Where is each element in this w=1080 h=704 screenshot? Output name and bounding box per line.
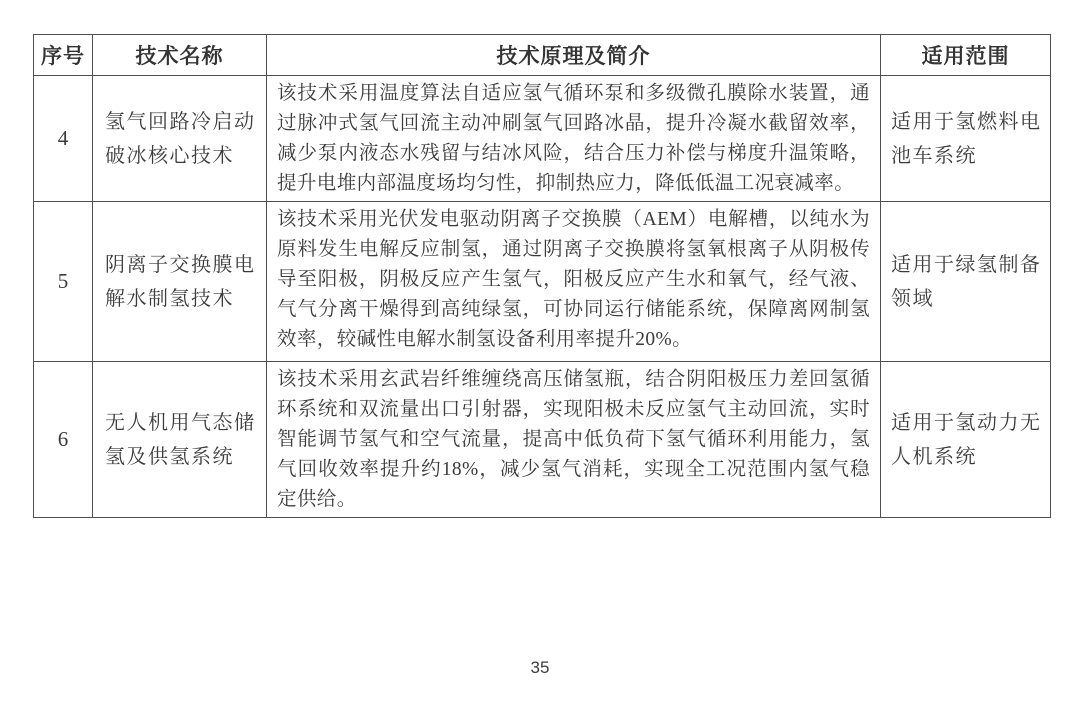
row-6-scope: 适用于氢动力无人机系统	[881, 362, 1051, 518]
page-number: 35	[530, 658, 550, 677]
table-row	[34, 202, 1051, 362]
row-6-index: 6	[34, 362, 93, 518]
table-row	[34, 76, 1051, 202]
technology-table	[33, 34, 1051, 518]
row-5-scope: 适用于绿氢制备领域	[881, 202, 1051, 362]
table-header-row	[34, 35, 1051, 76]
row-4-scope: 适用于氢燃料电池车系统	[881, 76, 1051, 202]
header-tech-principle: 技术原理及简介	[267, 35, 881, 76]
row-5-description: 该技术采用光伏发电驱动阴离子交换膜（AEM）电解槽，以纯水为原料发生电解反应制氢，通过阴离子交换膜将氢氧根离子从阴极传导至阳极，阴极反应产生氢气，阳极反应产生水和氧气，经气液、气气分离干燥得到高纯绿氢，可协同运行储能系统，保障离网制氢效率，较碱性电解水制氢设备利用率提升20%。	[267, 202, 881, 362]
row-4-name: 氢气回路冷启动破冰核心技术	[93, 76, 267, 202]
row-4-index: 4	[34, 76, 93, 202]
row-5-index: 5	[34, 202, 93, 362]
table-row	[34, 362, 1051, 518]
header-index: 序号	[34, 35, 93, 76]
row-6-name: 无人机用气态储氢及供氢系统	[93, 362, 267, 518]
header-scope: 适用范围	[881, 35, 1051, 76]
header-tech-name: 技术名称	[93, 35, 267, 76]
row-4-description: 该技术采用温度算法自适应氢气循环泵和多级微孔膜除水装置，通过脉冲式氢气回流主动冲刷氢气回路冰晶，提升冷凝水截留效率，减少泵内液态水残留与结冰风险，结合压力补偿与梯度升温策略，提升电堆内部温度场均匀性，抑制热应力，降低低温工况衰减率。	[267, 76, 881, 202]
row-6-description: 该技术采用玄武岩纤维缠绕高压储氢瓶，结合阴阳极压力差回氢循环系统和双流量出口引射器，实现阳极未反应氢气主动回流，实时智能调节氢气和空气流量，提高中低负荷下氢气循环利用能力，氢气回收效率提升约18%，减少氢气消耗，实现全工况范围内氢气稳定供给。	[267, 362, 881, 518]
row-5-name: 阴离子交换膜电解水制氢技术	[93, 202, 267, 362]
